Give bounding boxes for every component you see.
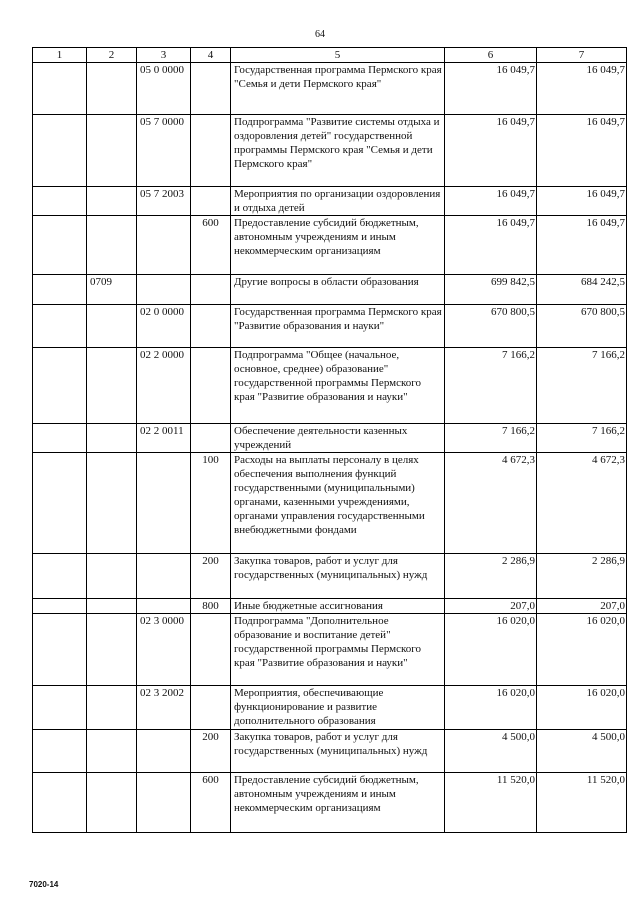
cell-amount-1: 16 020,0 xyxy=(445,686,537,730)
table-row xyxy=(33,599,627,614)
cell-description: Предоставление субсидий бюджетным, автономным учреждениям и иным некоммерческим организациям xyxy=(231,216,445,275)
cell-amount-1: 7 166,2 xyxy=(445,424,537,453)
cell-target-code: 02 0 0000 xyxy=(137,305,191,348)
cell-target-code xyxy=(137,599,191,614)
cell-subsection xyxy=(87,614,137,686)
cell-amount-2: 207,0 xyxy=(537,599,627,614)
cell-target-code: 05 7 2003 xyxy=(137,187,191,216)
cell-expense-type xyxy=(191,424,231,453)
cell-expense-type xyxy=(191,115,231,187)
cell-amount-2: 670 800,5 xyxy=(537,305,627,348)
cell-amount-1: 11 520,0 xyxy=(445,773,537,833)
cell-amount-1: 16 049,7 xyxy=(445,115,537,187)
cell-target-code xyxy=(137,275,191,305)
cell-amount-1: 2 286,9 xyxy=(445,554,537,599)
cell-description: Иные бюджетные ассигнования xyxy=(231,599,445,614)
cell-section xyxy=(33,730,87,773)
cell-target-code: 02 3 0000 xyxy=(137,614,191,686)
cell-amount-1: 16 049,7 xyxy=(445,187,537,216)
cell-section xyxy=(33,599,87,614)
cell-subsection xyxy=(87,348,137,424)
header-col-6: 6 xyxy=(445,48,537,63)
header-row xyxy=(33,48,627,63)
cell-section xyxy=(33,686,87,730)
cell-section xyxy=(33,63,87,115)
cell-subsection xyxy=(87,599,137,614)
cell-description: Обеспечение деятельности казенных учреждений xyxy=(231,424,445,453)
footer-code: 7020-14 xyxy=(29,880,59,889)
cell-amount-2: 16 020,0 xyxy=(537,686,627,730)
table-row xyxy=(33,348,627,424)
cell-expense-type: 600 xyxy=(191,216,231,275)
cell-amount-1: 207,0 xyxy=(445,599,537,614)
cell-amount-2: 16 049,7 xyxy=(537,63,627,115)
cell-subsection: 0709 xyxy=(87,275,137,305)
cell-target-code xyxy=(137,216,191,275)
cell-amount-2: 11 520,0 xyxy=(537,773,627,833)
cell-target-code xyxy=(137,773,191,833)
cell-expense-type xyxy=(191,275,231,305)
cell-target-code: 05 0 0000 xyxy=(137,63,191,115)
table-row xyxy=(33,453,627,554)
cell-amount-2: 4 672,3 xyxy=(537,453,627,554)
cell-amount-2: 4 500,0 xyxy=(537,730,627,773)
cell-target-code xyxy=(137,453,191,554)
cell-expense-type xyxy=(191,686,231,730)
cell-amount-2: 7 166,2 xyxy=(537,348,627,424)
cell-subsection xyxy=(87,554,137,599)
cell-section xyxy=(33,216,87,275)
cell-subsection xyxy=(87,453,137,554)
cell-expense-type: 600 xyxy=(191,773,231,833)
cell-description: Расходы на выплаты персоналу в целях обеспечения выполнения функций государственными (муниципальными) органами, казенными учреждениями, органами управления государственными внебюджетными фондами xyxy=(231,453,445,554)
cell-subsection xyxy=(87,63,137,115)
header-col-7: 7 xyxy=(537,48,627,63)
cell-amount-1: 699 842,5 xyxy=(445,275,537,305)
cell-section xyxy=(33,305,87,348)
cell-section xyxy=(33,424,87,453)
cell-description: Закупка товаров, работ и услуг для государственных (муниципальных) нужд xyxy=(231,730,445,773)
cell-description: Мероприятия, обеспечивающие функционирование и развитие дополнительного образования xyxy=(231,686,445,730)
cell-subsection xyxy=(87,730,137,773)
cell-description: Подпрограмма "Развитие системы отдыха и оздоровления детей" государственной программы Пермского края "Семья и дети Пермского края" xyxy=(231,115,445,187)
table-row xyxy=(33,216,627,275)
cell-expense-type xyxy=(191,305,231,348)
cell-expense-type xyxy=(191,187,231,216)
table-row xyxy=(33,730,627,773)
cell-subsection xyxy=(87,115,137,187)
cell-amount-1: 16 049,7 xyxy=(445,63,537,115)
cell-target-code xyxy=(137,730,191,773)
cell-amount-1: 670 800,5 xyxy=(445,305,537,348)
header-col-4: 4 xyxy=(191,48,231,63)
cell-subsection xyxy=(87,187,137,216)
cell-target-code: 02 2 0000 xyxy=(137,348,191,424)
table-row xyxy=(33,614,627,686)
cell-description: Закупка товаров, работ и услуг для государственных (муниципальных) нужд xyxy=(231,554,445,599)
page-number: 64 xyxy=(315,29,325,40)
cell-amount-1: 4 500,0 xyxy=(445,730,537,773)
cell-description: Предоставление субсидий бюджетным, автономным учреждениям и иным некоммерческим организациям xyxy=(231,773,445,833)
cell-subsection xyxy=(87,773,137,833)
table-row xyxy=(33,275,627,305)
cell-target-code xyxy=(137,554,191,599)
header-col-5: 5 xyxy=(231,48,445,63)
table-row xyxy=(33,115,627,187)
cell-description: Подпрограмма "Общее (начальное, основное, среднее) образование" государственной программы Пермского края "Развитие образования и науки" xyxy=(231,348,445,424)
cell-amount-2: 7 166,2 xyxy=(537,424,627,453)
cell-description: Государственная программа Пермского края "Семья и дети Пермского края" xyxy=(231,63,445,115)
cell-amount-2: 16 020,0 xyxy=(537,614,627,686)
cell-target-code: 02 2 0011 xyxy=(137,424,191,453)
cell-amount-1: 16 020,0 xyxy=(445,614,537,686)
cell-amount-2: 684 242,5 xyxy=(537,275,627,305)
cell-amount-2: 16 049,7 xyxy=(537,187,627,216)
cell-subsection xyxy=(87,216,137,275)
cell-section xyxy=(33,453,87,554)
cell-subsection xyxy=(87,424,137,453)
cell-expense-type: 800 xyxy=(191,599,231,614)
cell-amount-1: 7 166,2 xyxy=(445,348,537,424)
table-row xyxy=(33,686,627,730)
table-row xyxy=(33,773,627,833)
cell-section xyxy=(33,348,87,424)
cell-amount-1: 16 049,7 xyxy=(445,216,537,275)
cell-target-code: 05 7 0000 xyxy=(137,115,191,187)
cell-description: Государственная программа Пермского края "Развитие образования и науки" xyxy=(231,305,445,348)
table-row xyxy=(33,63,627,115)
cell-amount-1: 4 672,3 xyxy=(445,453,537,554)
cell-description: Другие вопросы в области образования xyxy=(231,275,445,305)
cell-amount-2: 2 286,9 xyxy=(537,554,627,599)
cell-expense-type xyxy=(191,348,231,424)
table-row xyxy=(33,424,627,453)
cell-section xyxy=(33,275,87,305)
cell-amount-2: 16 049,7 xyxy=(537,216,627,275)
header-col-3: 3 xyxy=(137,48,191,63)
header-col-1: 1 xyxy=(33,48,87,63)
cell-expense-type: 200 xyxy=(191,554,231,599)
table-row xyxy=(33,305,627,348)
cell-description: Мероприятия по организации оздоровления и отдыха детей xyxy=(231,187,445,216)
table-row xyxy=(33,187,627,216)
header-col-2: 2 xyxy=(87,48,137,63)
cell-subsection xyxy=(87,686,137,730)
cell-expense-type xyxy=(191,63,231,115)
cell-description: Подпрограмма "Дополнительное образование и воспитание детей" государственной программы Пермского края "Развитие образования и науки" xyxy=(231,614,445,686)
cell-section xyxy=(33,554,87,599)
cell-expense-type: 100 xyxy=(191,453,231,554)
budget-table xyxy=(32,47,627,833)
cell-expense-type: 200 xyxy=(191,730,231,773)
cell-expense-type xyxy=(191,614,231,686)
cell-section xyxy=(33,187,87,216)
cell-target-code: 02 3 2002 xyxy=(137,686,191,730)
cell-subsection xyxy=(87,305,137,348)
cell-section xyxy=(33,115,87,187)
cell-section xyxy=(33,614,87,686)
cell-amount-2: 16 049,7 xyxy=(537,115,627,187)
table-row xyxy=(33,554,627,599)
cell-section xyxy=(33,773,87,833)
